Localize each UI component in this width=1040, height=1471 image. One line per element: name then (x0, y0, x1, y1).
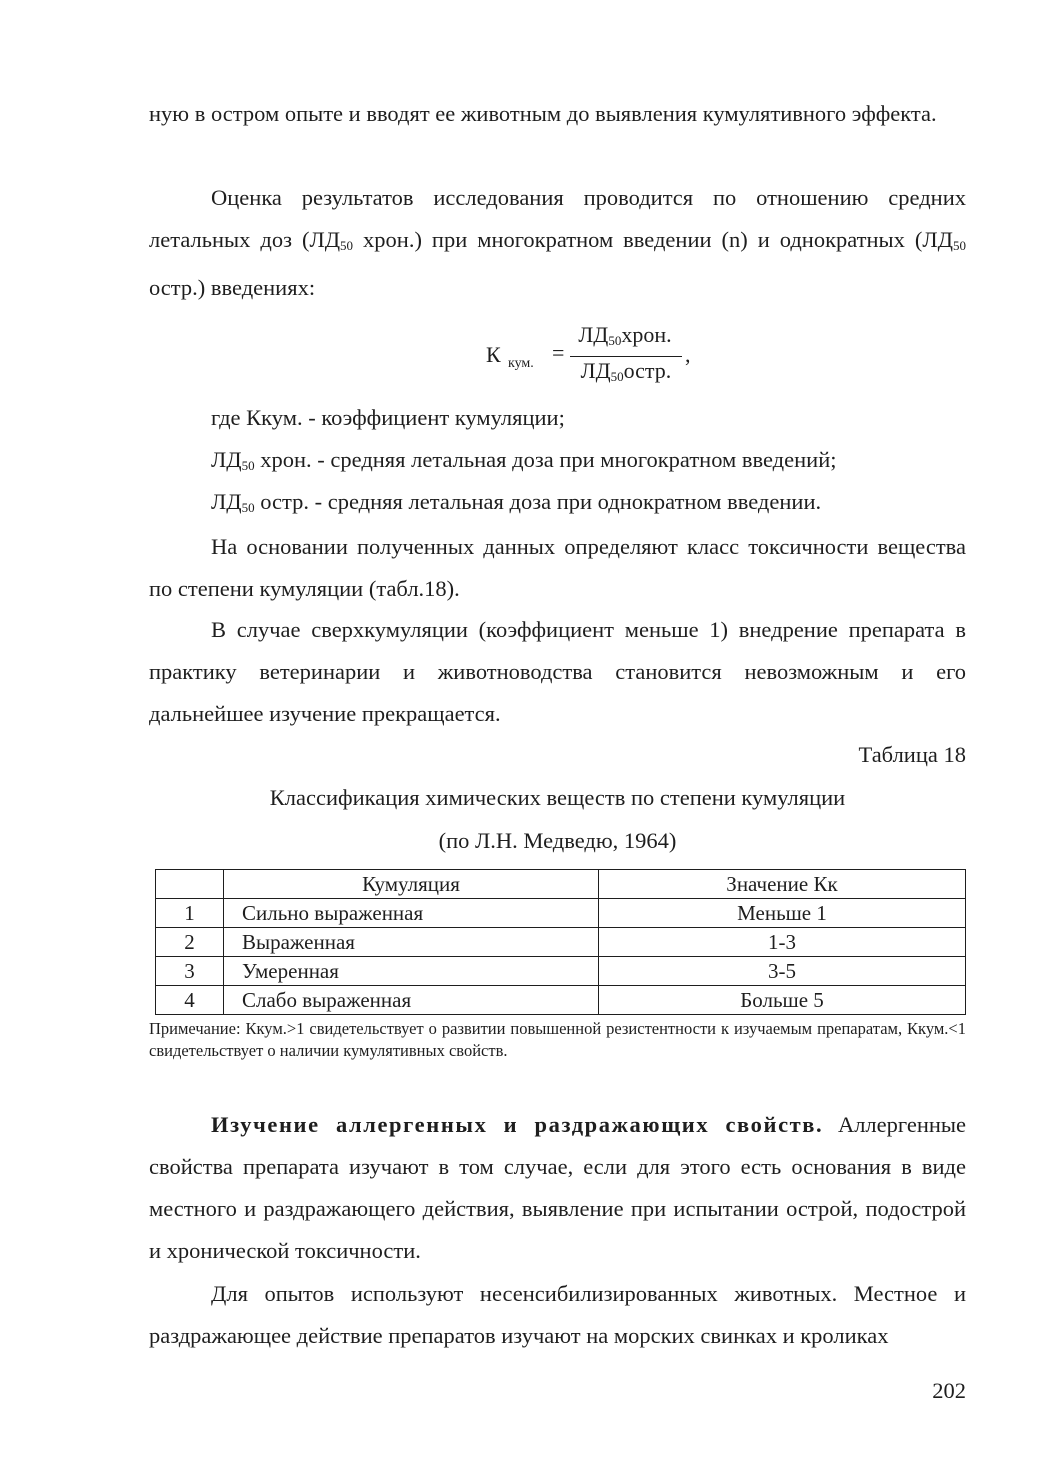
table-row (156, 899, 966, 928)
denominator-text: остр. (623, 358, 672, 383)
subscript: 50 (241, 500, 255, 515)
table-cell-cumulation: Выраженная (224, 928, 599, 957)
definition-ld50-chronic (211, 439, 837, 487)
table-header-cell: Кумуляция (224, 870, 599, 899)
denominator-subscript: 50 (610, 369, 624, 384)
text-run: хрон.) при многократном введении (n) и однократных (ЛД (353, 227, 953, 252)
table-cell-number: 3 (156, 957, 224, 986)
formula-k-subscript: кум. (508, 356, 534, 371)
table-cell-value: 3-5 (599, 957, 966, 986)
text-run: ЛД (211, 489, 242, 514)
table-cell-value: Меньше 1 (599, 899, 966, 928)
subscript: 50 (953, 238, 966, 253)
table-cell-value: 1-3 (599, 928, 966, 957)
table-cell-cumulation: Сильно выраженная (224, 899, 599, 928)
text-run: Оценка результатов исследования проводится по отношению средних летальных доз (ЛД (149, 185, 966, 252)
table-cell-cumulation: Слабо выраженная (224, 986, 599, 1015)
table-cell-number: 1 (156, 899, 224, 928)
section-heading: Изучение аллергенных и раздражающих свойств. (211, 1112, 824, 1137)
table-note: Примечание: Ккум.>1 свидетельствует о развитии повышенной резистентности к изучаемым препаратам, Ккум.<1 свидетельствует о наличии кумулятивных свойств. (149, 1019, 966, 1060)
table-header-row (156, 870, 966, 899)
fraction-bar (570, 356, 682, 357)
table-row (156, 957, 966, 986)
formula-equals: = (552, 340, 565, 365)
paragraph-continuation: ную в остром опыте и вводят ее животным до выявления кумулятивного эффекта. (149, 101, 937, 126)
paragraph-allergenic (149, 1104, 966, 1272)
paragraph-toxicity-class: На основании полученных данных определяют класс токсичности вещества по степени кумуляции (табл.18). (149, 534, 966, 601)
table-cell-value: Больше 5 (599, 986, 966, 1015)
paragraph-evaluation (149, 177, 966, 309)
paragraph-supercumulation: В случае сверхкумуляции (коэффициент меньше 1) внедрение препарата в практику ветеринарии и животноводства становится невозможным и его дальнейшее изучение прекращается. (149, 617, 966, 726)
paragraph-experiments: Для опытов используют несенсибилизированных животных. Местное и раздражающее действие препаратов изучают на морских свинках и кроликах (149, 1281, 966, 1348)
table-title: Классификация химических веществ по степени кумуляции (269, 785, 846, 810)
subscript: 50 (241, 458, 255, 473)
table-cell-cumulation: Умеренная (224, 957, 599, 986)
table-cell-number: 2 (156, 928, 224, 957)
cumulation-table (155, 869, 966, 1015)
table-cell-number: 4 (156, 986, 224, 1015)
numerator-subscript: 50 (608, 333, 622, 348)
subscript: 50 (340, 238, 354, 253)
page-number: 202 (932, 1378, 966, 1403)
formula-numerator (570, 322, 680, 349)
formula-comma: , (685, 342, 691, 367)
formula-denominator (570, 358, 682, 385)
definition-kcum: где Ккум. - коэффициент кумуляции; (211, 405, 565, 430)
table-header-cell: Значение Кк (599, 870, 966, 899)
text-run: ЛД (211, 447, 242, 472)
text-run: Аллергенные свойства препарата изучают в том случае, если для этого есть основания в виде местного и раздражающего действия, выявление при испытании острой, подострой и хронической токсичности. (149, 1112, 967, 1263)
text-run: остр. - средняя летальная доза при однократном введении. (254, 489, 822, 514)
numerator-text: хрон. (621, 322, 672, 347)
table-row (156, 986, 966, 1015)
text-run: остр.) введениях: (149, 275, 316, 300)
table-header-cell (156, 870, 224, 899)
table-subtitle: (по Л.Н. Медведю, 1964) (438, 828, 677, 853)
denominator-text: ЛД (580, 358, 611, 383)
table-label: Таблица 18 (858, 742, 966, 767)
definition-ld50-acute (211, 481, 821, 529)
text-run: хрон. - средняя летальная доза при многократном введений; (254, 447, 837, 472)
table-row (156, 928, 966, 957)
numerator-text: ЛД (578, 322, 609, 347)
formula-k: К (486, 342, 501, 367)
